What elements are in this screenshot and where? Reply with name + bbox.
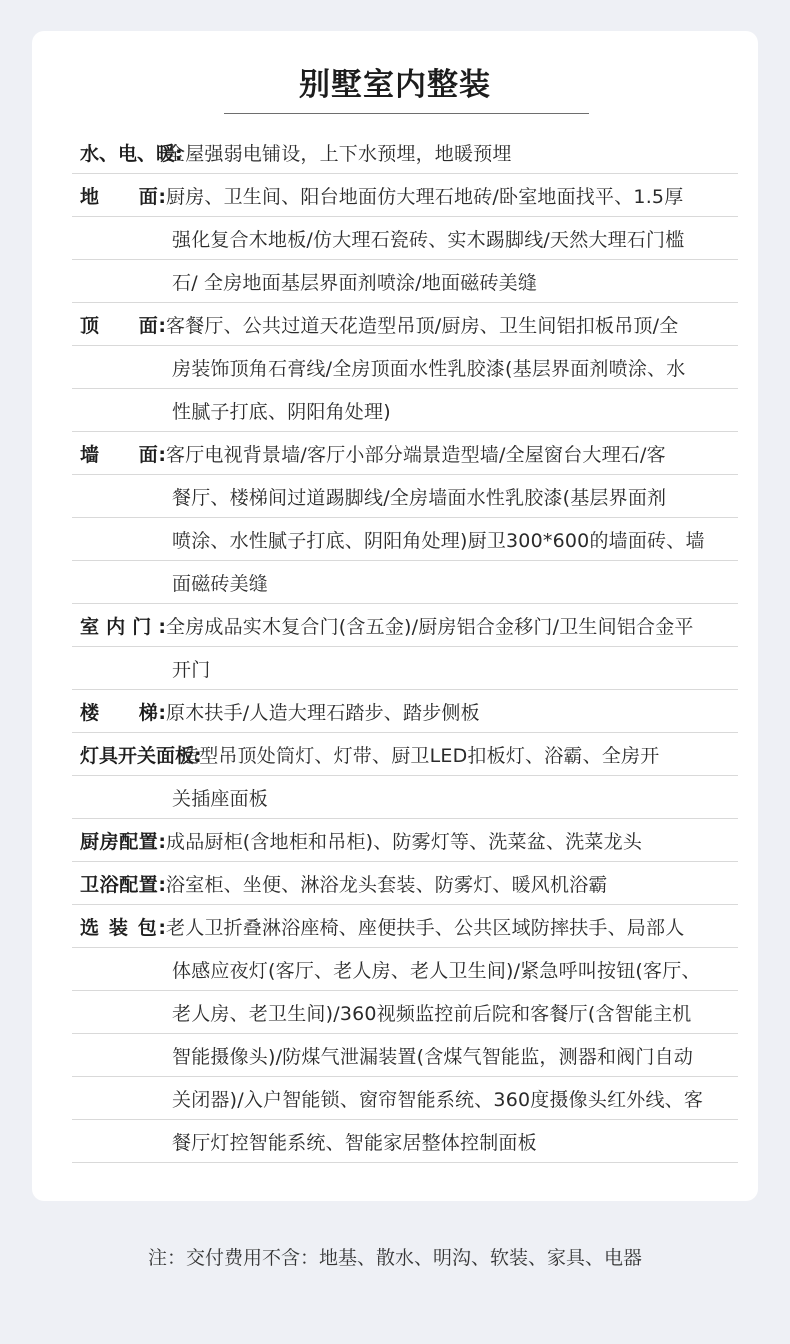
footnote: 注：交付费用不含：地基、散水、明沟、软装、家具、电器 (147, 1247, 642, 1269)
spec-row-doors (72, 604, 738, 690)
spec-label: 顶 面: (80, 314, 166, 337)
spec-row-floor (72, 174, 738, 303)
spec-text: 原木扶手/人造大理石踏步、踏步侧板 (166, 701, 480, 724)
spec-row-utilities (72, 131, 738, 174)
spec-text: 老人房、老卫生间)/360视频监控前后院和客餐厅(含智能主机 (172, 1002, 692, 1025)
spec-list (72, 131, 738, 1163)
spec-text: 关闭器)/入户智能锁、窗帘智能系统、360度摄像头红外线、客 (172, 1088, 704, 1111)
spec-row-kitchen (72, 819, 738, 862)
spec-label: 室 内 门 : (80, 615, 166, 638)
spec-label: 楼 梯: (80, 701, 166, 724)
spec-text: 全屋强弱电铺设，上下水预埋，地暖预埋 (166, 142, 512, 165)
spec-text: 石/ 全房地面基层界面剂喷涂/地面磁砖美缝 (172, 271, 538, 294)
spec-text: 房装饰顶角石膏线/全房顶面水性乳胶漆(基层界面剂喷涂、水 (172, 357, 686, 380)
spec-text: 厨房、卫生间、阳台地面仿大理石地砖/卧室地面找平、1.5厚 (166, 185, 684, 208)
spec-text: 全房成品实木复合门(含五金)/厨房铝合金移门/卫生间铝合金平 (166, 615, 694, 638)
spec-text: 喷涂、水性腻子打底、阴阳角处理)厨卫300*600的墙面砖、墙 (172, 529, 705, 552)
spec-label: 地 面: (80, 185, 166, 208)
spec-text: 性腻子打底、阴阳角处理) (172, 400, 391, 423)
spec-label: 水、电、暖: (80, 142, 183, 165)
title-divider (224, 113, 589, 114)
spec-text: 面磁砖美缝 (172, 572, 269, 595)
spec-text: 强化复合木地板/仿大理石瓷砖、实木踢脚线/天然大理石门槛 (172, 228, 685, 251)
spec-text: 造型吊顶处筒灯、灯带、厨卫LED扣板灯、浴霸、全房开 (180, 744, 660, 767)
spec-row-wall (72, 432, 738, 604)
spec-text: 浴室柜、坐便、淋浴龙头套装、防雾灯、暖风机浴霸 (166, 873, 608, 896)
spec-text: 餐厅灯控智能系统、智能家居整体控制面板 (172, 1131, 537, 1154)
spec-card (32, 31, 758, 1201)
spec-text: 餐厅、楼梯间过道踢脚线/全房墙面水性乳胶漆(基层界面剂 (172, 486, 667, 509)
spec-row-bathroom (72, 862, 738, 905)
spec-text: 开门 (172, 658, 211, 681)
spec-text: 成品厨柜(含地柜和吊柜)、防雾灯等、洗菜盆、洗菜龙头 (166, 830, 643, 853)
spec-row-optional-package (72, 905, 738, 1163)
spec-row-stairs (72, 690, 738, 733)
spec-label: 厨房配置: (80, 830, 166, 853)
spec-text: 老人卫折叠淋浴座椅、座便扶手、公共区域防摔扶手、局部人 (166, 916, 685, 939)
spec-row-ceiling (72, 303, 738, 432)
spec-label: 墙 面: (80, 443, 166, 466)
spec-text: 客厅电视背景墙/客厅小部分端景造型墙/全屋窗台大理石/客 (166, 443, 666, 466)
spec-text: 关插座面板 (172, 787, 269, 810)
spec-label: 选 装 包: (80, 916, 166, 939)
spec-text: 智能摄像头)/防煤气泄漏装置(含煤气智能监，测器和阀门自动 (172, 1045, 694, 1068)
spec-text: 客餐厅、公共过道天花造型吊顶/厨房、卫生间铝扣板吊顶/全 (166, 314, 679, 337)
page-title: 别墅室内整装 (299, 67, 491, 103)
spec-label: 灯具开关面板: (80, 744, 202, 767)
spec-label: 卫浴配置: (80, 873, 166, 896)
spec-row-lighting (72, 733, 738, 819)
spec-text: 体感应夜灯(客厅、老人房、老人卫生间)/紧急呼叫按钮(客厅、 (172, 959, 701, 982)
